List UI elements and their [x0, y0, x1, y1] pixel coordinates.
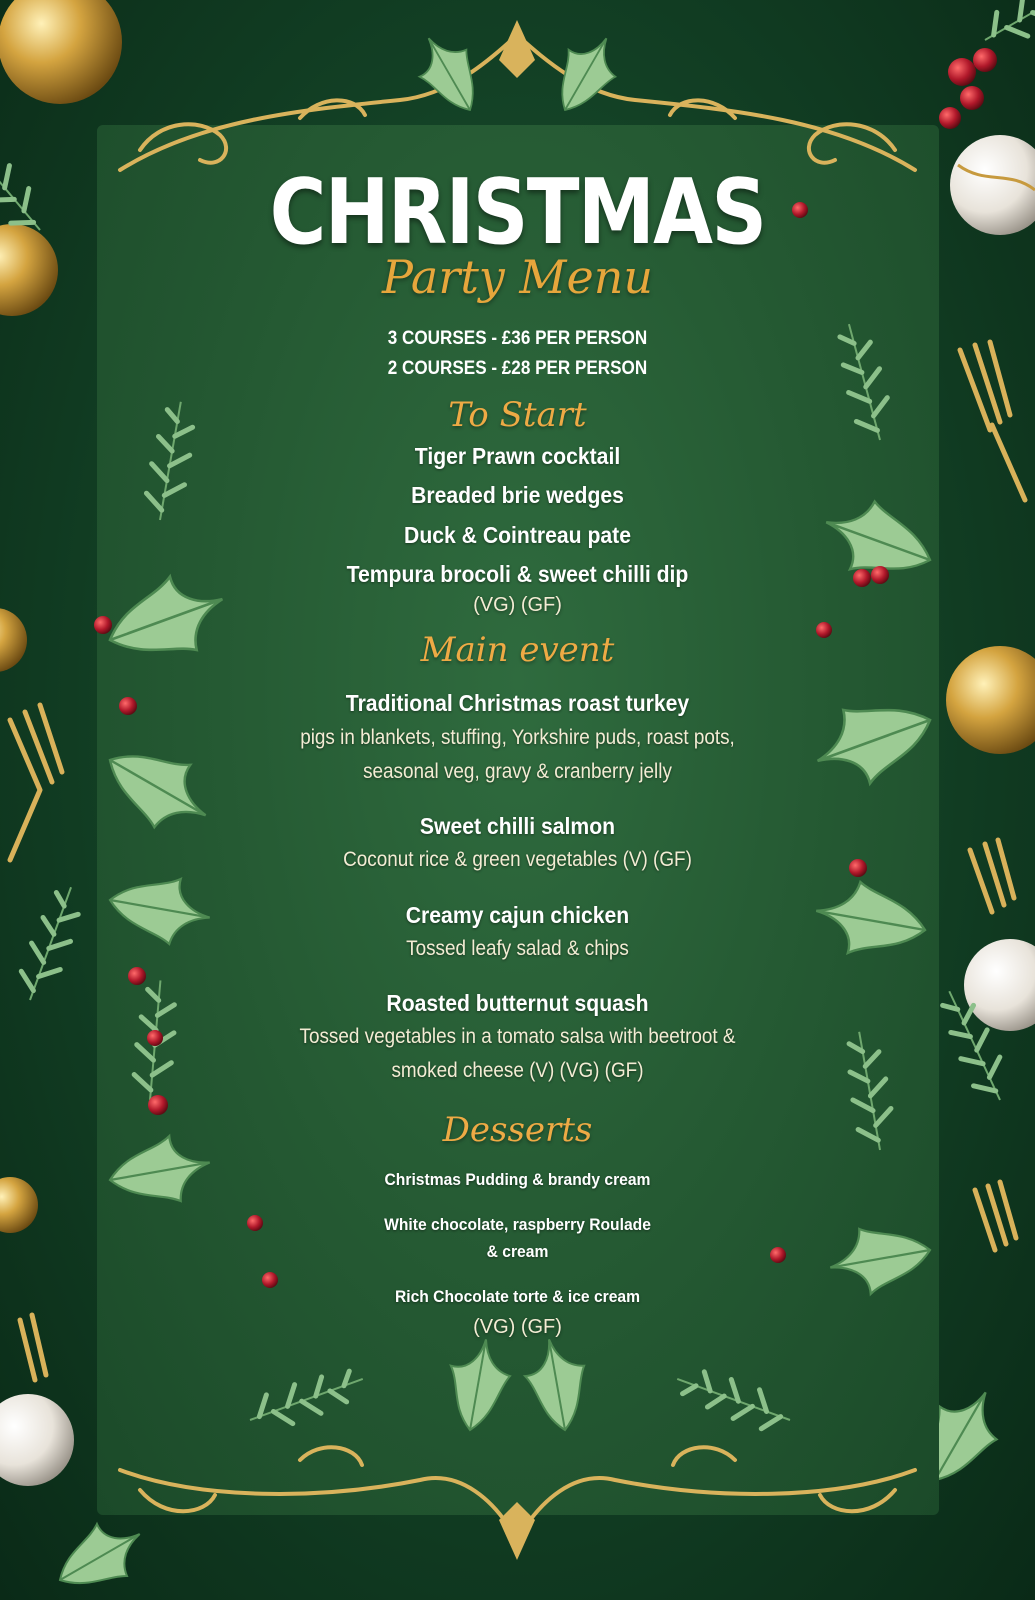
dessert-item: Christmas Pudding & brandy cream [384, 1170, 651, 1189]
starter-item: Duck & Cointreau pate [404, 522, 631, 548]
dessert-item: Rich Chocolate torte & ice cream [394, 1287, 641, 1306]
starter-item: Tempura brocoli & sweet chilli dip [346, 561, 689, 587]
menu-title: CHRISTMAS [269, 160, 766, 265]
price-2-courses: 2 COURSES - £28 PER PERSON [387, 358, 648, 379]
main-item-desc: Tossed leafy salad & chips [406, 937, 629, 960]
starter-item: Tiger Prawn cocktail [414, 443, 621, 469]
dessert-dietary-tags: (VG) (GF) [473, 1316, 562, 1338]
main-item-name: Roasted butternut squash [386, 990, 649, 1016]
price-3-courses: 3 COURSES - £36 PER PERSON [387, 328, 648, 349]
section-heading-main: Main event [420, 630, 615, 670]
dessert-item: White chocolate, raspberry Roulade [384, 1215, 651, 1234]
main-item-desc: Coconut rice & green vegetables (V) (GF) [343, 848, 692, 871]
menu-subtitle: Party Menu [382, 250, 653, 304]
dessert-item: & cream [486, 1242, 549, 1261]
starter-dietary-tags: (VG) (GF) [473, 594, 562, 616]
main-item-desc: Tossed vegetables in a tomato salsa with beetroot & [299, 1025, 736, 1048]
main-item-desc: smoked cheese (V) (VG) (GF) [391, 1059, 644, 1082]
section-heading-start: To Start [448, 395, 587, 435]
main-item-name: Sweet chilli salmon [419, 813, 616, 839]
main-item-name: Traditional Christmas roast turkey [345, 690, 690, 716]
main-item-desc: pigs in blankets, stuffing, Yorkshire puds, roast pots, [300, 726, 735, 749]
main-item-name: Creamy cajun chicken [405, 902, 630, 928]
section-heading-desserts: Desserts [442, 1110, 593, 1150]
starter-item: Breaded brie wedges [411, 482, 624, 508]
main-item-desc: seasonal veg, gravy & cranberry jelly [363, 760, 672, 783]
